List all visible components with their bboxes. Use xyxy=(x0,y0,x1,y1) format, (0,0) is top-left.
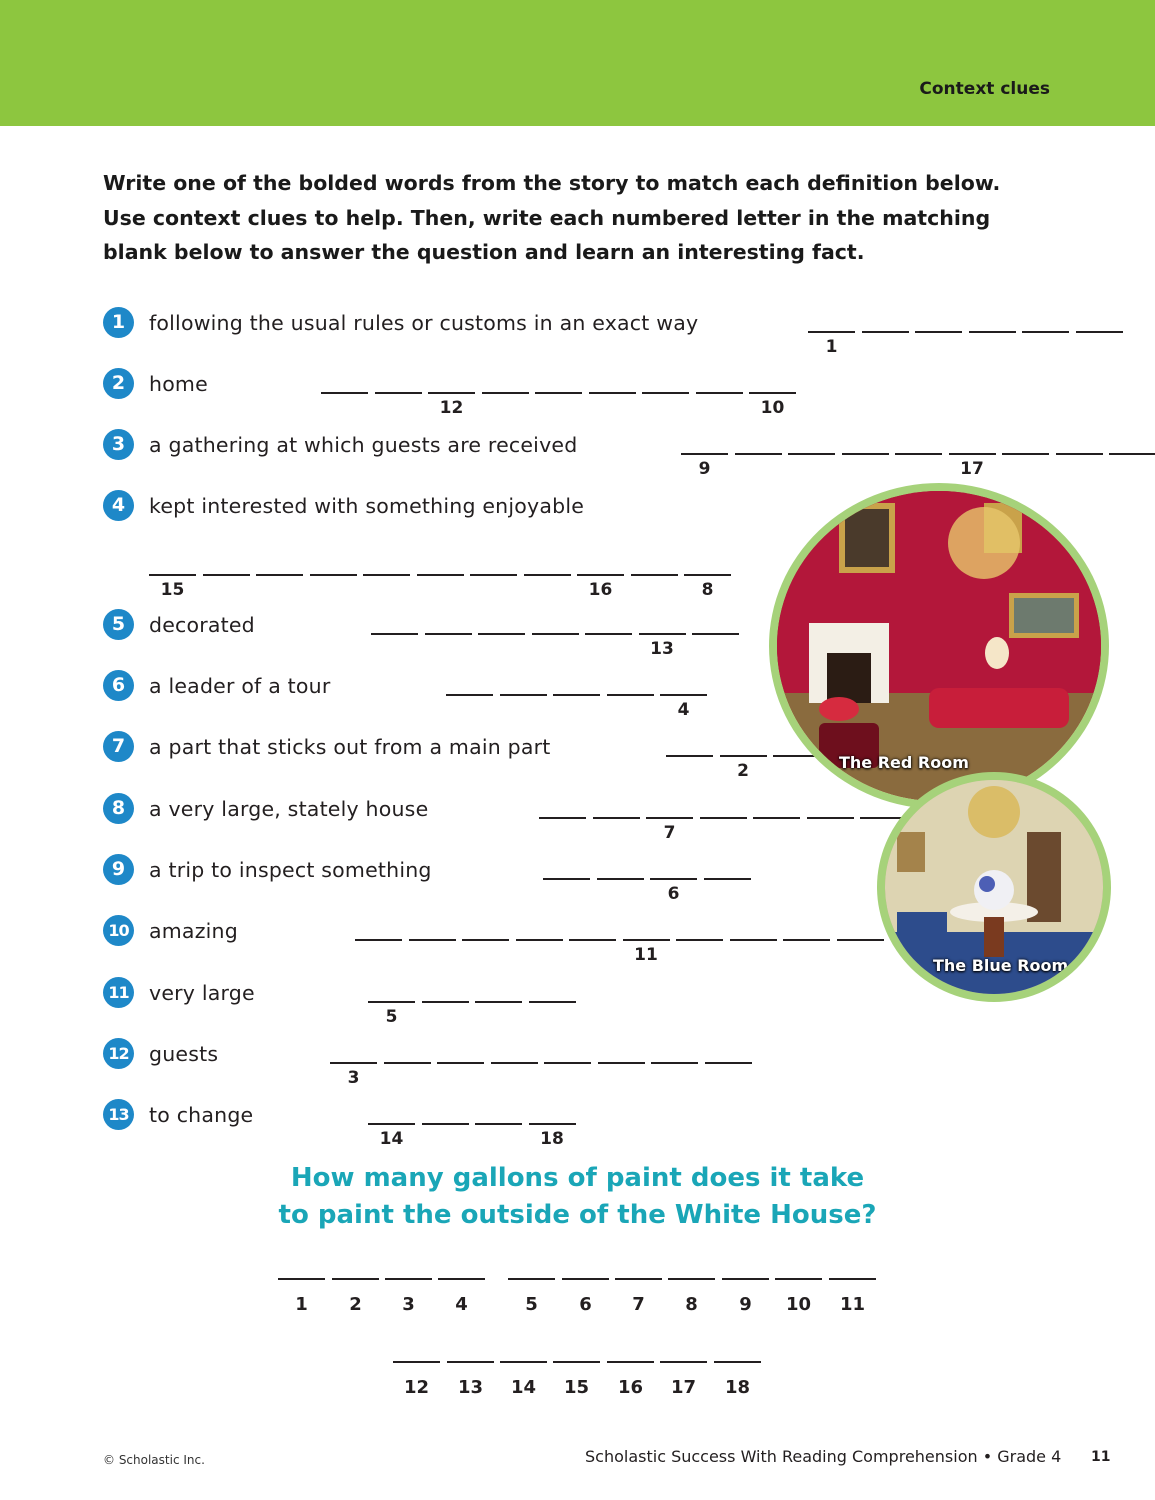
answer-letter-number: 10 xyxy=(785,1294,812,1315)
letter-blank[interactable] xyxy=(646,817,693,819)
letter-blank[interactable] xyxy=(585,633,632,635)
answer-letter-number: 4 xyxy=(455,1294,468,1315)
letter-blank[interactable] xyxy=(491,1062,538,1064)
answer-letter-blank[interactable] xyxy=(722,1278,769,1280)
letter-blank[interactable] xyxy=(676,939,723,941)
letter-blank[interactable] xyxy=(368,1123,415,1125)
letter-blank[interactable] xyxy=(842,453,889,455)
answer-letter-blank[interactable] xyxy=(553,1361,600,1363)
letter-blank[interactable] xyxy=(735,453,782,455)
blank-number: 16 xyxy=(588,580,613,600)
blank-number: 11 xyxy=(634,945,658,965)
item-number-badge: 11 xyxy=(103,977,134,1008)
letter-blank[interactable] xyxy=(428,392,475,394)
letter-blank[interactable] xyxy=(1022,331,1069,333)
definition-text: a gathering at which guests are received xyxy=(149,433,578,457)
answer-letter-blank[interactable] xyxy=(668,1278,715,1280)
letter-blank[interactable] xyxy=(500,694,547,696)
definition-text: very large xyxy=(149,981,255,1005)
letter-blank[interactable] xyxy=(539,817,586,819)
letter-blank[interactable] xyxy=(330,1062,377,1064)
letter-blank[interactable] xyxy=(384,1062,431,1064)
answer-letter-blank[interactable] xyxy=(393,1361,440,1363)
answer-letter-number: 15 xyxy=(563,1377,590,1398)
blank-number: 12 xyxy=(439,398,464,418)
definition-text: a leader of a tour xyxy=(149,674,331,698)
blank-number: 7 xyxy=(663,823,676,843)
letter-blank[interactable] xyxy=(895,453,942,455)
letter-blank[interactable] xyxy=(256,574,303,576)
letter-blank[interactable] xyxy=(631,574,678,576)
letter-blank[interactable] xyxy=(593,817,640,819)
letter-blank[interactable] xyxy=(203,574,250,576)
copyright: © Scholastic Inc. xyxy=(103,1453,205,1467)
question-line-1: How many gallons of paint does it take xyxy=(290,1163,865,1193)
letter-blank[interactable] xyxy=(368,1001,415,1003)
answer-letter-number: 1 xyxy=(295,1294,308,1315)
blue-room-caption: The Blue Room xyxy=(933,956,1069,975)
definition-item-2 xyxy=(103,368,1063,428)
letter-blank[interactable] xyxy=(1076,331,1123,333)
definition-text: decorated xyxy=(149,613,255,637)
letter-blank[interactable] xyxy=(355,939,402,941)
item-number-badge: 3 xyxy=(103,429,134,460)
letter-blank[interactable] xyxy=(516,939,563,941)
letter-blank[interactable] xyxy=(597,878,644,880)
letter-blank[interactable] xyxy=(422,1001,469,1003)
letter-blank[interactable] xyxy=(1002,453,1049,455)
blank-number: 13 xyxy=(650,639,674,659)
definition-text: kept interested with something enjoyable xyxy=(149,494,585,518)
letter-blank[interactable] xyxy=(535,392,582,394)
blank-number: 2 xyxy=(737,761,749,781)
definition-text: a part that sticks out from a main part xyxy=(149,735,551,759)
letter-blank[interactable] xyxy=(375,392,422,394)
answer-letter-blank[interactable] xyxy=(829,1278,876,1280)
letter-blank[interactable] xyxy=(705,1062,752,1064)
item-number-badge: 8 xyxy=(103,793,134,824)
answer-letter-number: 3 xyxy=(402,1294,415,1315)
answer-letter-number: 6 xyxy=(579,1294,592,1315)
letter-blank[interactable] xyxy=(704,878,751,880)
letter-blank[interactable] xyxy=(371,633,418,635)
letter-blank[interactable] xyxy=(532,633,579,635)
item-number-badge: 7 xyxy=(103,731,134,762)
item-number-badge: 9 xyxy=(103,854,134,885)
definition-item-1 xyxy=(103,307,1063,367)
letter-blank[interactable] xyxy=(807,817,854,819)
letter-blank[interactable] xyxy=(660,694,707,696)
letter-blank[interactable] xyxy=(363,574,410,576)
question-line-2: to paint the outside of the White House? xyxy=(278,1200,877,1230)
letter-blank[interactable] xyxy=(837,939,884,941)
item-number-badge: 6 xyxy=(103,670,134,701)
letter-blank[interactable] xyxy=(666,755,713,757)
letter-blank[interactable] xyxy=(529,1001,576,1003)
answer-letter-blank[interactable] xyxy=(714,1361,761,1363)
fact-question xyxy=(0,1160,1155,1234)
answer-letter-number: 7 xyxy=(632,1294,645,1315)
letter-blank[interactable] xyxy=(569,939,616,941)
item-number-badge: 2 xyxy=(103,368,134,399)
answer-letter-number: 16 xyxy=(617,1377,644,1398)
answer-letter-blank[interactable] xyxy=(607,1361,654,1363)
letter-blank[interactable] xyxy=(553,694,600,696)
item-number-badge: 12 xyxy=(103,1038,134,1069)
answer-letter-blank[interactable] xyxy=(775,1278,822,1280)
letter-blank[interactable] xyxy=(598,1062,645,1064)
letter-blank[interactable] xyxy=(475,1001,522,1003)
letter-blank[interactable] xyxy=(446,694,493,696)
letter-blank[interactable] xyxy=(310,574,357,576)
letter-blank[interactable] xyxy=(681,453,728,455)
item-number-badge: 10 xyxy=(103,915,134,946)
letter-blank[interactable] xyxy=(529,1123,576,1125)
blank-number: 6 xyxy=(667,884,680,904)
definition-item-13 xyxy=(103,1099,1063,1159)
answer-letter-number: 17 xyxy=(670,1377,697,1398)
blank-number: 17 xyxy=(960,459,984,479)
letter-blank[interactable] xyxy=(684,574,731,576)
item-number-badge: 13 xyxy=(103,1099,134,1130)
answer-letter-number: 9 xyxy=(739,1294,752,1315)
instructions: Write one of the bolded words from the story to match each definition below. Use context clues to help. Then, write each numbered letter in the matching blank below to answer the question and learn an interesting fact. xyxy=(103,171,1001,264)
section-label: Context clues xyxy=(919,79,1050,99)
letter-blank[interactable] xyxy=(700,817,747,819)
answer-letter-blank[interactable] xyxy=(447,1361,494,1363)
letter-blank[interactable] xyxy=(1056,453,1103,455)
letter-blank[interactable] xyxy=(915,331,962,333)
answer-letter-number: 13 xyxy=(457,1377,484,1398)
answer-letter-blank[interactable] xyxy=(385,1278,432,1280)
letter-blank[interactable] xyxy=(417,574,464,576)
letter-blank[interactable] xyxy=(753,817,800,819)
answer-letter-number: 14 xyxy=(510,1377,537,1398)
answer-letter-number: 18 xyxy=(724,1377,751,1398)
letter-blank[interactable] xyxy=(862,331,909,333)
item-number-badge: 1 xyxy=(103,307,134,338)
letter-blank[interactable] xyxy=(544,1062,591,1064)
letter-blank[interactable] xyxy=(696,392,743,394)
letter-blank[interactable] xyxy=(524,574,571,576)
definition-item-3 xyxy=(103,429,1063,489)
blank-number: 8 xyxy=(701,580,714,600)
letter-blank[interactable] xyxy=(1109,453,1155,455)
header-band xyxy=(0,0,1155,126)
answer-letter-blank[interactable] xyxy=(615,1278,662,1280)
letter-blank[interactable] xyxy=(720,755,767,757)
answer-letter-number: 11 xyxy=(839,1294,866,1315)
letter-blank[interactable] xyxy=(651,1062,698,1064)
definition-text: following the usual rules or customs in an exact way xyxy=(149,311,699,335)
letter-blank[interactable] xyxy=(783,939,830,941)
letter-blank[interactable] xyxy=(730,939,777,941)
letter-blank[interactable] xyxy=(788,453,835,455)
answer-letter-blank[interactable] xyxy=(438,1278,485,1280)
answer-letter-number: 12 xyxy=(403,1377,430,1398)
answer-letter-blank[interactable] xyxy=(660,1361,707,1363)
letter-blank[interactable] xyxy=(475,1123,522,1125)
letter-blank[interactable] xyxy=(692,633,739,635)
answer-letter-blank[interactable] xyxy=(278,1278,325,1280)
answer-letter-number: 8 xyxy=(685,1294,698,1315)
definition-text: a very large, stately house xyxy=(149,797,429,821)
letter-blank[interactable] xyxy=(470,574,517,576)
item-number-badge: 5 xyxy=(103,609,134,640)
letter-blank[interactable] xyxy=(577,574,624,576)
answer-letter-blank[interactable] xyxy=(500,1361,547,1363)
letter-blank[interactable] xyxy=(749,392,796,394)
blank-number: 5 xyxy=(385,1007,398,1027)
answer-row-1 xyxy=(0,1278,1155,1338)
letter-blank[interactable] xyxy=(969,331,1016,333)
blank-number: 1 xyxy=(825,337,838,357)
letter-blank[interactable] xyxy=(949,453,996,455)
letter-blank[interactable] xyxy=(425,633,472,635)
red-room-photo xyxy=(769,483,1109,809)
blank-number: 3 xyxy=(347,1068,360,1088)
definition-text: guests xyxy=(149,1042,219,1066)
answer-letter-blank[interactable] xyxy=(508,1278,555,1280)
letter-blank[interactable] xyxy=(482,392,529,394)
blank-number: 10 xyxy=(760,398,785,418)
answer-letter-blank[interactable] xyxy=(332,1278,379,1280)
letter-blank[interactable] xyxy=(623,939,670,941)
page-number: 11 xyxy=(1091,1449,1111,1465)
letter-blank[interactable] xyxy=(321,392,368,394)
item-number-badge: 4 xyxy=(103,490,134,521)
letter-blank[interactable] xyxy=(149,574,196,576)
answer-letter-blank[interactable] xyxy=(562,1278,609,1280)
letter-blank[interactable] xyxy=(808,331,855,333)
blank-number: 18 xyxy=(540,1129,564,1149)
letter-blank[interactable] xyxy=(422,1123,469,1125)
letter-blank[interactable] xyxy=(437,1062,484,1064)
letter-blank[interactable] xyxy=(462,939,509,941)
blank-number: 9 xyxy=(698,459,711,479)
definition-text: to change xyxy=(149,1103,254,1127)
definition-text: amazing xyxy=(149,919,238,943)
letter-blank[interactable] xyxy=(607,694,654,696)
definition-item-12 xyxy=(103,1038,1063,1098)
book-title: Scholastic Success With Reading Comprehension • Grade 4 xyxy=(585,1447,1062,1466)
blank-number: 14 xyxy=(379,1129,404,1149)
letter-blank[interactable] xyxy=(589,392,636,394)
letter-blank[interactable] xyxy=(409,939,456,941)
answer-letter-number: 2 xyxy=(349,1294,362,1315)
letter-blank[interactable] xyxy=(478,633,525,635)
letter-blank[interactable] xyxy=(543,878,590,880)
blank-number: 4 xyxy=(677,700,690,720)
definition-text: a trip to inspect something xyxy=(149,858,432,882)
letter-blank[interactable] xyxy=(650,878,697,880)
definition-text: home xyxy=(149,372,208,396)
answer-letter-number: 5 xyxy=(525,1294,538,1315)
red-room-caption: The Red Room xyxy=(839,753,969,772)
blue-room-photo xyxy=(877,772,1111,1002)
letter-blank[interactable] xyxy=(642,392,689,394)
answer-row-2 xyxy=(0,1361,1155,1421)
letter-blank[interactable] xyxy=(639,633,686,635)
blank-number: 15 xyxy=(160,580,185,600)
